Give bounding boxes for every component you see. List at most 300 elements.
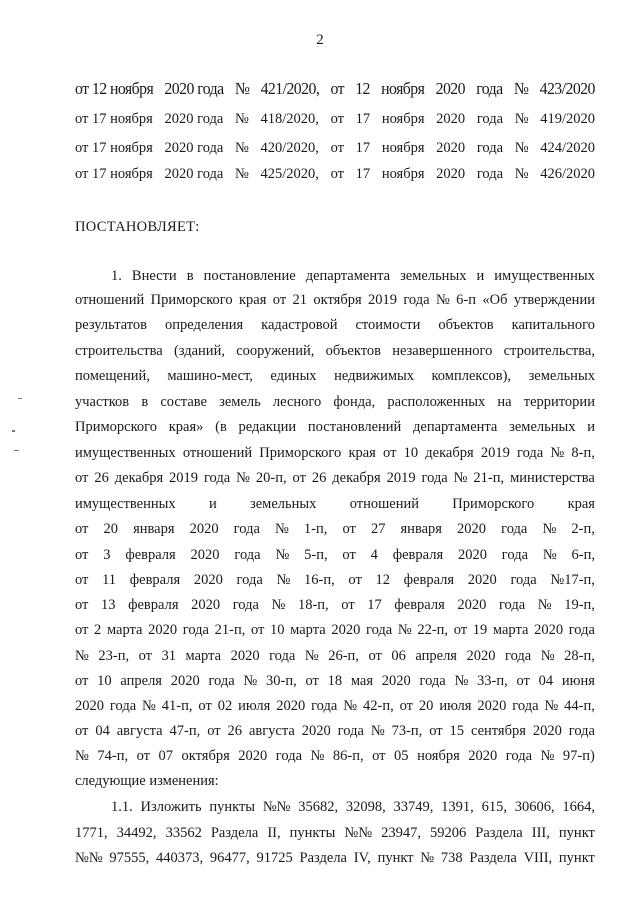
paragraph-word: №: [75, 648, 89, 664]
reference-word: ноября: [381, 166, 425, 182]
reference-word: от 17 ноября: [75, 166, 153, 182]
paragraph-word: №: [274, 521, 289, 537]
paragraph-word: 21: [292, 292, 308, 308]
paragraph-word: III,: [531, 825, 550, 841]
paragraph-word: 1.: [111, 268, 122, 284]
paragraph-word: 21-п,: [214, 622, 246, 638]
paragraph-word: 2020: [477, 698, 507, 714]
paragraph-word: 2020: [534, 622, 564, 638]
paragraph-line: [111, 268, 595, 285]
paragraph-word: 27: [370, 521, 386, 537]
paragraph-line: [75, 825, 595, 842]
paragraph-word: строительства: [75, 343, 163, 359]
paragraph-line: [75, 292, 595, 309]
paragraph-word: 2-п,: [571, 521, 595, 537]
paragraph-word: утверждении: [513, 292, 595, 308]
paragraph-word: №: [420, 850, 435, 866]
paragraph-word: 1771,: [75, 825, 108, 841]
reference-word: от 17 ноября: [75, 140, 153, 156]
paragraph-word: 1.1.: [111, 799, 133, 815]
paragraph-word: 2020: [301, 723, 331, 739]
paragraph-word: отношений: [75, 292, 145, 308]
paragraph-word: 2020: [466, 648, 496, 664]
paragraph-word: 74-п,: [97, 748, 129, 764]
paragraph-word: 33749,: [393, 799, 434, 815]
paragraph-word: машино-мест,: [167, 368, 253, 384]
paragraph-word: февраля: [129, 572, 181, 588]
reference-word: 2020: [436, 140, 466, 156]
paragraph-word: 738: [440, 850, 463, 866]
reference-word: №: [514, 111, 529, 127]
paragraph-word: 33562: [165, 825, 202, 841]
paragraph-word: Приморского: [452, 496, 535, 512]
paragraph-word: января: [400, 521, 442, 537]
paragraph-word: постановлений: [307, 419, 402, 435]
paragraph-word: июня: [561, 673, 595, 689]
paragraph-word: 2020: [331, 622, 361, 638]
reference-line: [75, 166, 595, 183]
paragraph-word: 42-п,: [362, 698, 394, 714]
reference-word: 2020: [436, 166, 466, 182]
reference-word: №: [513, 79, 529, 98]
paragraph-word: Раздела: [210, 825, 259, 841]
paragraph-word: марта: [185, 648, 222, 664]
paragraph-line: [75, 496, 595, 513]
paragraph-word: министерства: [510, 470, 595, 486]
paragraph-word: кадастровой: [261, 317, 338, 333]
paragraph-word: года: [269, 648, 296, 664]
paragraph-word: 06: [391, 648, 406, 664]
paragraph-word: года: [337, 723, 364, 739]
paragraph-word: 1-п,: [303, 521, 328, 537]
paragraph-word: Внести: [131, 268, 177, 284]
paragraph-word: 20-п,: [255, 470, 287, 486]
paragraph-word: на: [497, 394, 512, 410]
reference-word: 17: [355, 166, 371, 182]
paragraph-word: 10: [403, 445, 419, 461]
paragraph-word: 12: [375, 572, 390, 588]
paragraph-word: от: [75, 521, 89, 537]
paragraph-word: июля: [238, 698, 271, 714]
paragraph-word: 2020: [276, 698, 306, 714]
paragraph-line: [75, 673, 595, 690]
paragraph-word: составе: [160, 394, 207, 410]
paragraph-word: года: [403, 292, 430, 308]
reference-word: №: [235, 140, 249, 156]
paragraph-word: года: [517, 445, 544, 461]
paragraph-word: №: [435, 292, 450, 308]
paragraph-line: [75, 419, 595, 436]
paragraph-word: 2020: [467, 572, 497, 588]
paragraph-word: 91725: [256, 850, 293, 866]
paragraph-word: года: [208, 673, 235, 689]
paragraph-word: октября: [181, 748, 230, 764]
paragraph-word: 31: [161, 648, 177, 664]
paragraph-word: незавершенного: [392, 343, 493, 359]
paragraph-word: №№: [344, 825, 373, 841]
paragraph-word: «Об: [482, 292, 508, 308]
paragraph-word: 26: [227, 723, 243, 739]
reference-word: 423/2020: [539, 79, 595, 98]
paragraph-line: [75, 698, 595, 715]
paragraph-word: 11: [102, 572, 117, 588]
paragraph-word: 30606,: [514, 799, 555, 815]
paragraph-word: департамента: [305, 268, 391, 284]
paragraph-word: августа: [116, 723, 163, 739]
paragraph-word: имущественных: [494, 268, 595, 284]
paragraph-word: 47-п,: [169, 723, 201, 739]
paragraph-word: марта: [290, 622, 326, 638]
paragraph-word: 2020: [193, 572, 223, 588]
paragraph-word: 30-п,: [266, 673, 297, 689]
paragraph-word: февраля: [128, 597, 179, 613]
paragraph-word: 18-п,: [297, 597, 329, 613]
paragraph-word: недвижимых: [334, 368, 414, 384]
paragraph-word: 44-п,: [564, 698, 595, 714]
paragraph-word: Раздела: [469, 850, 517, 866]
paragraph-word: пункт: [377, 850, 414, 866]
paragraph-word: №: [370, 723, 385, 739]
paragraph-word: №: [540, 748, 555, 764]
paragraph-word: года: [568, 723, 595, 739]
paragraph-word: 13: [101, 597, 116, 613]
reference-word: 2020 года: [164, 140, 224, 156]
paragraph-word: комплексов),: [431, 368, 512, 384]
reference-word: года: [476, 140, 504, 156]
paragraph-word: 6-п: [456, 292, 476, 308]
paragraph-word: марта: [106, 622, 143, 638]
paragraph-word: 2020: [75, 698, 104, 714]
paragraph-line: [75, 648, 595, 665]
paragraph-word: от: [75, 673, 89, 689]
reference-line: [75, 111, 595, 128]
paragraph-word: 440373,: [156, 850, 204, 866]
paragraph-word: 2019: [480, 445, 510, 461]
paragraph-word: года: [419, 673, 446, 689]
reference-word: №: [235, 166, 249, 182]
paragraph-word: от: [348, 572, 362, 588]
paragraph-word: от: [342, 547, 356, 563]
reference-word: 419/2020: [540, 111, 595, 127]
paragraph-word: края»: [168, 419, 204, 435]
paragraph-word: строительства,: [503, 343, 595, 359]
paragraph-word: объектов: [438, 317, 494, 333]
reference-word: года: [476, 166, 504, 182]
reference-word: ноября: [381, 140, 425, 156]
paragraph-word: от: [136, 748, 150, 764]
paragraph-word: №: [550, 445, 565, 461]
paragraph-word: Приморского: [75, 419, 157, 435]
paragraph-word: января: [133, 521, 175, 537]
paragraph-word: от: [516, 673, 530, 689]
paragraph-word: и: [208, 496, 217, 512]
paragraph-word: №: [304, 648, 319, 664]
paragraph-word: от: [341, 597, 355, 613]
paragraph-word: Приморского: [150, 292, 233, 308]
paragraph-word: №: [540, 648, 555, 664]
paragraph-line: [75, 547, 595, 564]
paragraph-line: [75, 394, 595, 411]
reference-word: 421/2020,: [260, 79, 320, 98]
paragraph-word: Раздела: [475, 825, 523, 841]
paragraph-word: отношений: [182, 445, 253, 461]
paragraph-word: края: [239, 292, 267, 308]
reference-word: от 17 ноября: [75, 111, 153, 127]
paragraph-word: 2020: [532, 723, 562, 739]
reference-word: 17: [355, 140, 371, 156]
paragraph-word: сооружений,: [236, 343, 315, 359]
paragraph-word: сентября: [470, 723, 526, 739]
paragraph-word: года: [275, 748, 303, 764]
paragraph-word: 2020: [457, 521, 487, 537]
reference-word: 418/2020,: [260, 111, 319, 127]
paragraph-word: года: [236, 572, 263, 588]
paragraph-word: 22-п,: [417, 622, 449, 638]
paragraph-word: отношений: [349, 496, 419, 512]
reference-word: ноября: [381, 111, 425, 127]
paragraph-word: пункты: [209, 799, 256, 815]
paragraph-word: 97555,: [109, 850, 150, 866]
paragraph-line: [75, 317, 595, 334]
paragraph-word: от: [272, 292, 287, 308]
page-number: 2: [316, 32, 324, 48]
paragraph-word: капитального: [511, 317, 595, 333]
paragraph-line: [75, 572, 595, 589]
paragraph-word: 26: [311, 470, 327, 486]
reference-word: 2020 года: [164, 79, 224, 98]
paragraph-word: 2020: [148, 622, 178, 638]
paragraph-word: единых: [270, 368, 317, 384]
paragraph-word: апреля: [415, 648, 457, 664]
reference-word: 2020: [436, 111, 466, 127]
paragraph-word: 20: [418, 698, 434, 714]
paragraph-word: года: [505, 648, 532, 664]
paragraph-word: 73-п,: [391, 723, 423, 739]
paragraph-word: декабря: [332, 470, 381, 486]
paragraph-word: года: [501, 521, 528, 537]
paragraph-word: 2020: [238, 748, 268, 764]
reference-word: 426/2020: [540, 166, 595, 182]
reference-word: 2020: [435, 79, 465, 98]
paragraph-word: года: [568, 622, 595, 638]
reference-line: [75, 79, 595, 99]
paragraph-word: 10: [270, 622, 285, 638]
paragraph-line: [75, 368, 595, 385]
paragraph-word: VIII,: [523, 850, 553, 866]
paragraph-word: от: [429, 723, 443, 739]
paragraph-word: от: [383, 445, 397, 461]
paragraph-word: года: [498, 597, 526, 613]
paragraph-word: №: [542, 547, 557, 563]
paragraph-word: расположенных: [387, 394, 486, 410]
reference-word: 17: [355, 111, 371, 127]
paragraph-word: и: [587, 419, 595, 435]
paragraph-word: земельных: [400, 268, 467, 284]
paragraph-word: №: [75, 748, 89, 764]
reference-word: 420/2020,: [260, 140, 319, 156]
paragraph-word: земельных: [250, 496, 317, 512]
paragraph-word: №: [453, 470, 468, 486]
paragraph-word: 21-п,: [473, 470, 505, 486]
paragraph-word: 04: [95, 723, 110, 739]
reference-word: года: [476, 111, 504, 127]
paragraph-word: края: [567, 496, 595, 512]
paragraph-word: фонда,: [333, 394, 376, 410]
paragraph-word: от: [207, 723, 221, 739]
paragraph-word: 33-п,: [477, 673, 508, 689]
paragraph-word: (зданий,: [173, 343, 225, 359]
reference-word: №: [234, 79, 250, 98]
reference-word: от: [330, 140, 344, 156]
paragraph-word: Приморского: [259, 445, 342, 461]
paragraph-word: от: [368, 648, 382, 664]
paragraph-word: 18: [327, 673, 343, 689]
paragraph-word: в: [186, 268, 194, 284]
paragraph-word: 35682,: [298, 799, 339, 815]
paragraph-word: №: [243, 673, 258, 689]
paragraph-word: объектов: [325, 343, 381, 359]
paragraph-word: года: [203, 470, 231, 486]
paragraph-word: пункты: [289, 825, 336, 841]
paragraph-word: №: [454, 673, 469, 689]
paragraph-word: результатов: [75, 317, 148, 333]
reference-word: от: [330, 166, 344, 182]
paragraph-word: 1664,: [562, 799, 595, 815]
paragraph-word: 2020: [457, 547, 487, 563]
reference-word: 424/2020: [540, 140, 595, 156]
paragraph-word: 02: [217, 698, 233, 714]
paragraph-word: 6-п,: [571, 547, 595, 563]
paragraph-line: [75, 850, 595, 867]
paragraph-word: 10: [97, 673, 112, 689]
reference-word: года: [476, 79, 503, 98]
paragraph-word: 2020: [468, 748, 498, 764]
paragraph-word: года: [421, 470, 448, 486]
paragraph-word: 2020: [457, 597, 487, 613]
paragraph-word: земель: [219, 394, 261, 410]
paragraph-word: пункт: [558, 850, 595, 866]
paragraph-word: года: [232, 597, 259, 613]
paragraph-word: 2019: [367, 292, 397, 308]
paragraph-word: года: [512, 698, 539, 714]
paragraph-word: пункт: [558, 825, 595, 841]
paragraph-word: года: [109, 698, 137, 714]
paragraph-word: (в: [215, 419, 227, 435]
paragraph-word: 26: [94, 470, 109, 486]
paragraph-word: года: [365, 622, 393, 638]
paragraph-line: [75, 445, 595, 462]
paragraph-word: №: [276, 572, 291, 588]
paragraph-word: 19-п,: [564, 597, 595, 613]
paragraph-line: [75, 343, 595, 360]
paragraph-line: [75, 723, 595, 740]
paragraph-word: 2019: [386, 470, 416, 486]
paragraph-word: 4: [370, 547, 378, 563]
paragraph-line: [75, 597, 595, 614]
reference-line: [75, 140, 595, 157]
paragraph-word: 97-п): [562, 748, 595, 764]
paragraph-word: от: [138, 648, 152, 664]
reference-word: №: [514, 166, 529, 182]
paragraph-word: ноября: [417, 748, 460, 764]
paragraph-word: 1391,: [441, 799, 474, 815]
paragraph-word: февраля: [403, 572, 455, 588]
paragraph-word: года: [505, 748, 533, 764]
reference-word: №: [514, 140, 529, 156]
reference-word: 425/2020,: [260, 166, 319, 182]
paragraph-word: 04: [538, 673, 554, 689]
paragraph-word: года: [311, 698, 338, 714]
paragraph-word: редакции: [238, 419, 297, 435]
paragraph-word: 34492,: [116, 825, 157, 841]
paragraph-word: 28-п,: [564, 648, 595, 664]
paragraph-line: [75, 622, 595, 639]
paragraph-word: от: [399, 698, 414, 714]
paragraph-word: 2: [94, 622, 102, 638]
paragraph-word: помещений,: [75, 368, 150, 384]
paragraph-word: Раздела: [299, 850, 347, 866]
paragraph-word: 86-п,: [332, 748, 364, 764]
paragraph-word: от: [75, 622, 89, 638]
paragraph-word: и: [476, 268, 485, 284]
paragraph-word: 2020: [189, 521, 219, 537]
paragraph-word: участков: [75, 394, 130, 410]
paragraph-word: IV,: [353, 850, 371, 866]
paragraph-word: года: [182, 622, 209, 638]
paragraph-word: 19: [472, 622, 488, 638]
paragraph-word: от: [75, 470, 89, 486]
paragraph-word: лесного: [272, 394, 322, 410]
paragraph-word: от: [305, 673, 319, 689]
paragraph-word: №: [397, 622, 412, 638]
paragraph-line: [75, 470, 595, 487]
paragraph-word: 2020: [170, 673, 200, 689]
paragraph-word: №: [343, 698, 358, 714]
scan-mark: [18, 398, 22, 399]
paragraph-word: 41-п,: [161, 698, 193, 714]
paragraph-line: [111, 799, 595, 816]
paragraph-word: Изложить: [140, 799, 202, 815]
paragraph-word: 2020: [191, 597, 221, 613]
paragraph-word: мая: [350, 673, 374, 689]
paragraph-word: земельных: [509, 419, 576, 435]
paragraph-word: земельных: [528, 368, 595, 384]
paragraph-word: №: [236, 470, 250, 486]
paragraph-word: от: [372, 748, 386, 764]
paragraph-word: июля: [439, 698, 472, 714]
paragraph-word: 16-п,: [303, 572, 335, 588]
paragraph-word: края: [348, 445, 376, 461]
paragraph-word: стоимости: [355, 317, 421, 333]
paragraph-word: №: [310, 748, 325, 764]
paragraph-word: от: [198, 698, 212, 714]
paragraph-word: года: [510, 572, 537, 588]
scan-mark: [12, 430, 15, 432]
paragraph-word: от: [292, 470, 306, 486]
paragraph-word: 17: [367, 597, 382, 613]
reference-word: №: [235, 111, 249, 127]
paragraph-word: года: [501, 547, 529, 563]
paragraph-word: марта: [492, 622, 529, 638]
paragraph-word: определения: [165, 317, 244, 333]
paragraph-word: №17-п,: [550, 572, 595, 588]
paragraph-word: февраля: [392, 547, 444, 563]
paragraph-word: от: [75, 597, 89, 613]
paragraph-word: 96477,: [209, 850, 250, 866]
paragraph-word: №: [142, 698, 156, 714]
paragraph-word: 15: [449, 723, 465, 739]
paragraph-word: 23-п,: [98, 648, 130, 664]
